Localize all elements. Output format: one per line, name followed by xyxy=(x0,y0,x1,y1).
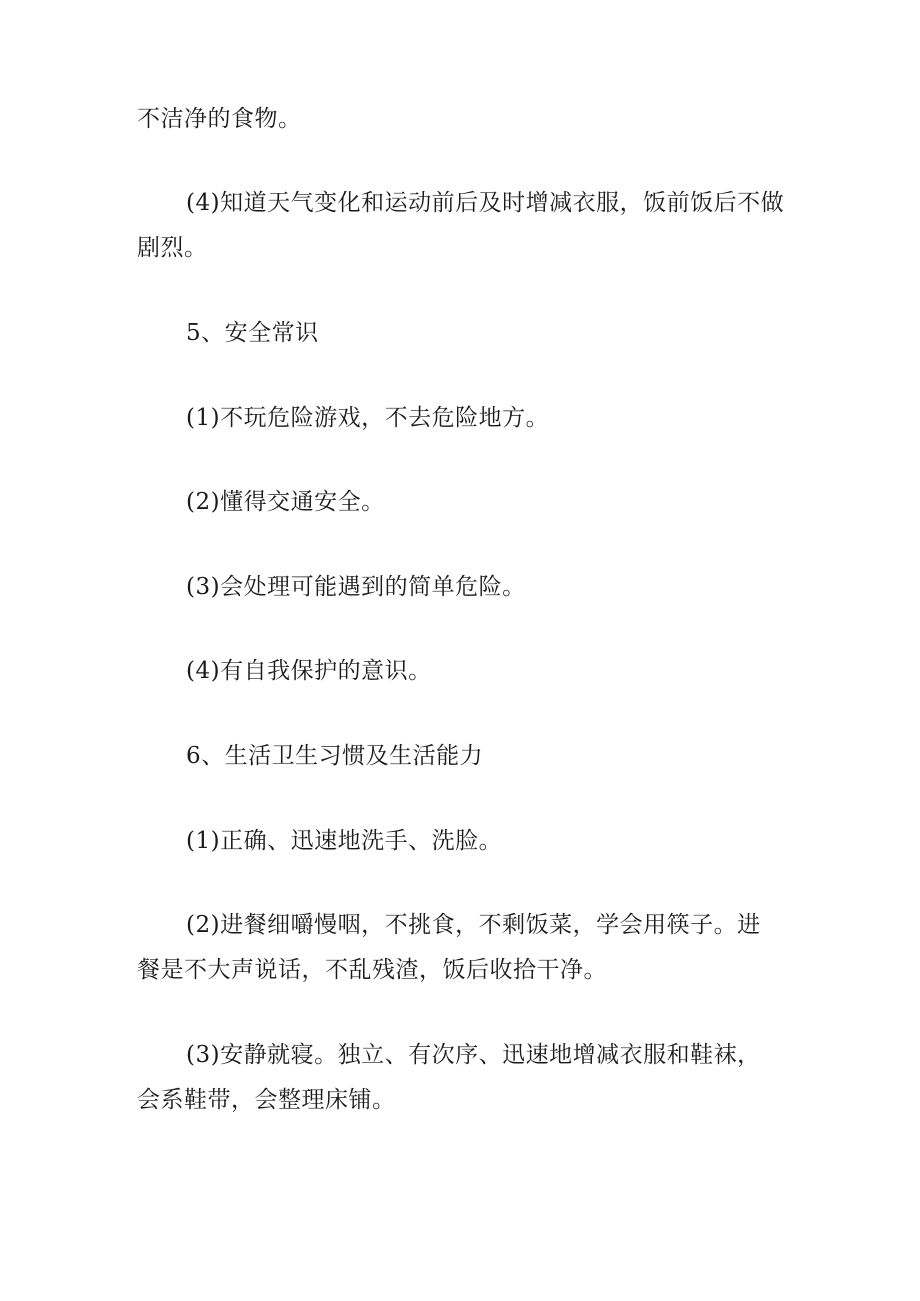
list-item-hygiene-4: (4)知道天气变化和运动前后及时增减衣服，饭前饭后不做 xyxy=(186,190,785,216)
list-item-safety-1: (1)不玩危险游戏，不去危险地方。 xyxy=(186,405,550,431)
list-item-habits-2: (2)进餐细嚼慢咽，不挑食，不剩饭菜，学会用筷子。进 xyxy=(186,912,761,938)
list-item-habits-1: (1)正确、迅速地洗手、洗脸。 xyxy=(186,828,503,854)
list-item-safety-3: (3)会处理可能遇到的简单危险。 xyxy=(186,574,526,600)
paragraph-line: 剧烈。 xyxy=(137,235,208,261)
section-heading-living-habits: 6、生活卫生习惯及生活能力 xyxy=(186,743,484,769)
section-heading-safety: 5、安全常识 xyxy=(186,320,319,346)
paragraph-line: 会系鞋带，会整理床铺。 xyxy=(137,1087,396,1113)
list-item-safety-4: (4)有自我保护的意识。 xyxy=(186,658,432,684)
paragraph-line: 不洁净的食物。 xyxy=(137,106,302,132)
list-item-habits-3: (3)安静就寝。独立、有次序、迅速地增减衣服和鞋袜， xyxy=(186,1042,761,1068)
paragraph-line: 餐是不大声说话，不乱残渣，饭后收拾干净。 xyxy=(137,957,607,983)
list-item-safety-2: (2)懂得交通安全。 xyxy=(186,489,385,515)
